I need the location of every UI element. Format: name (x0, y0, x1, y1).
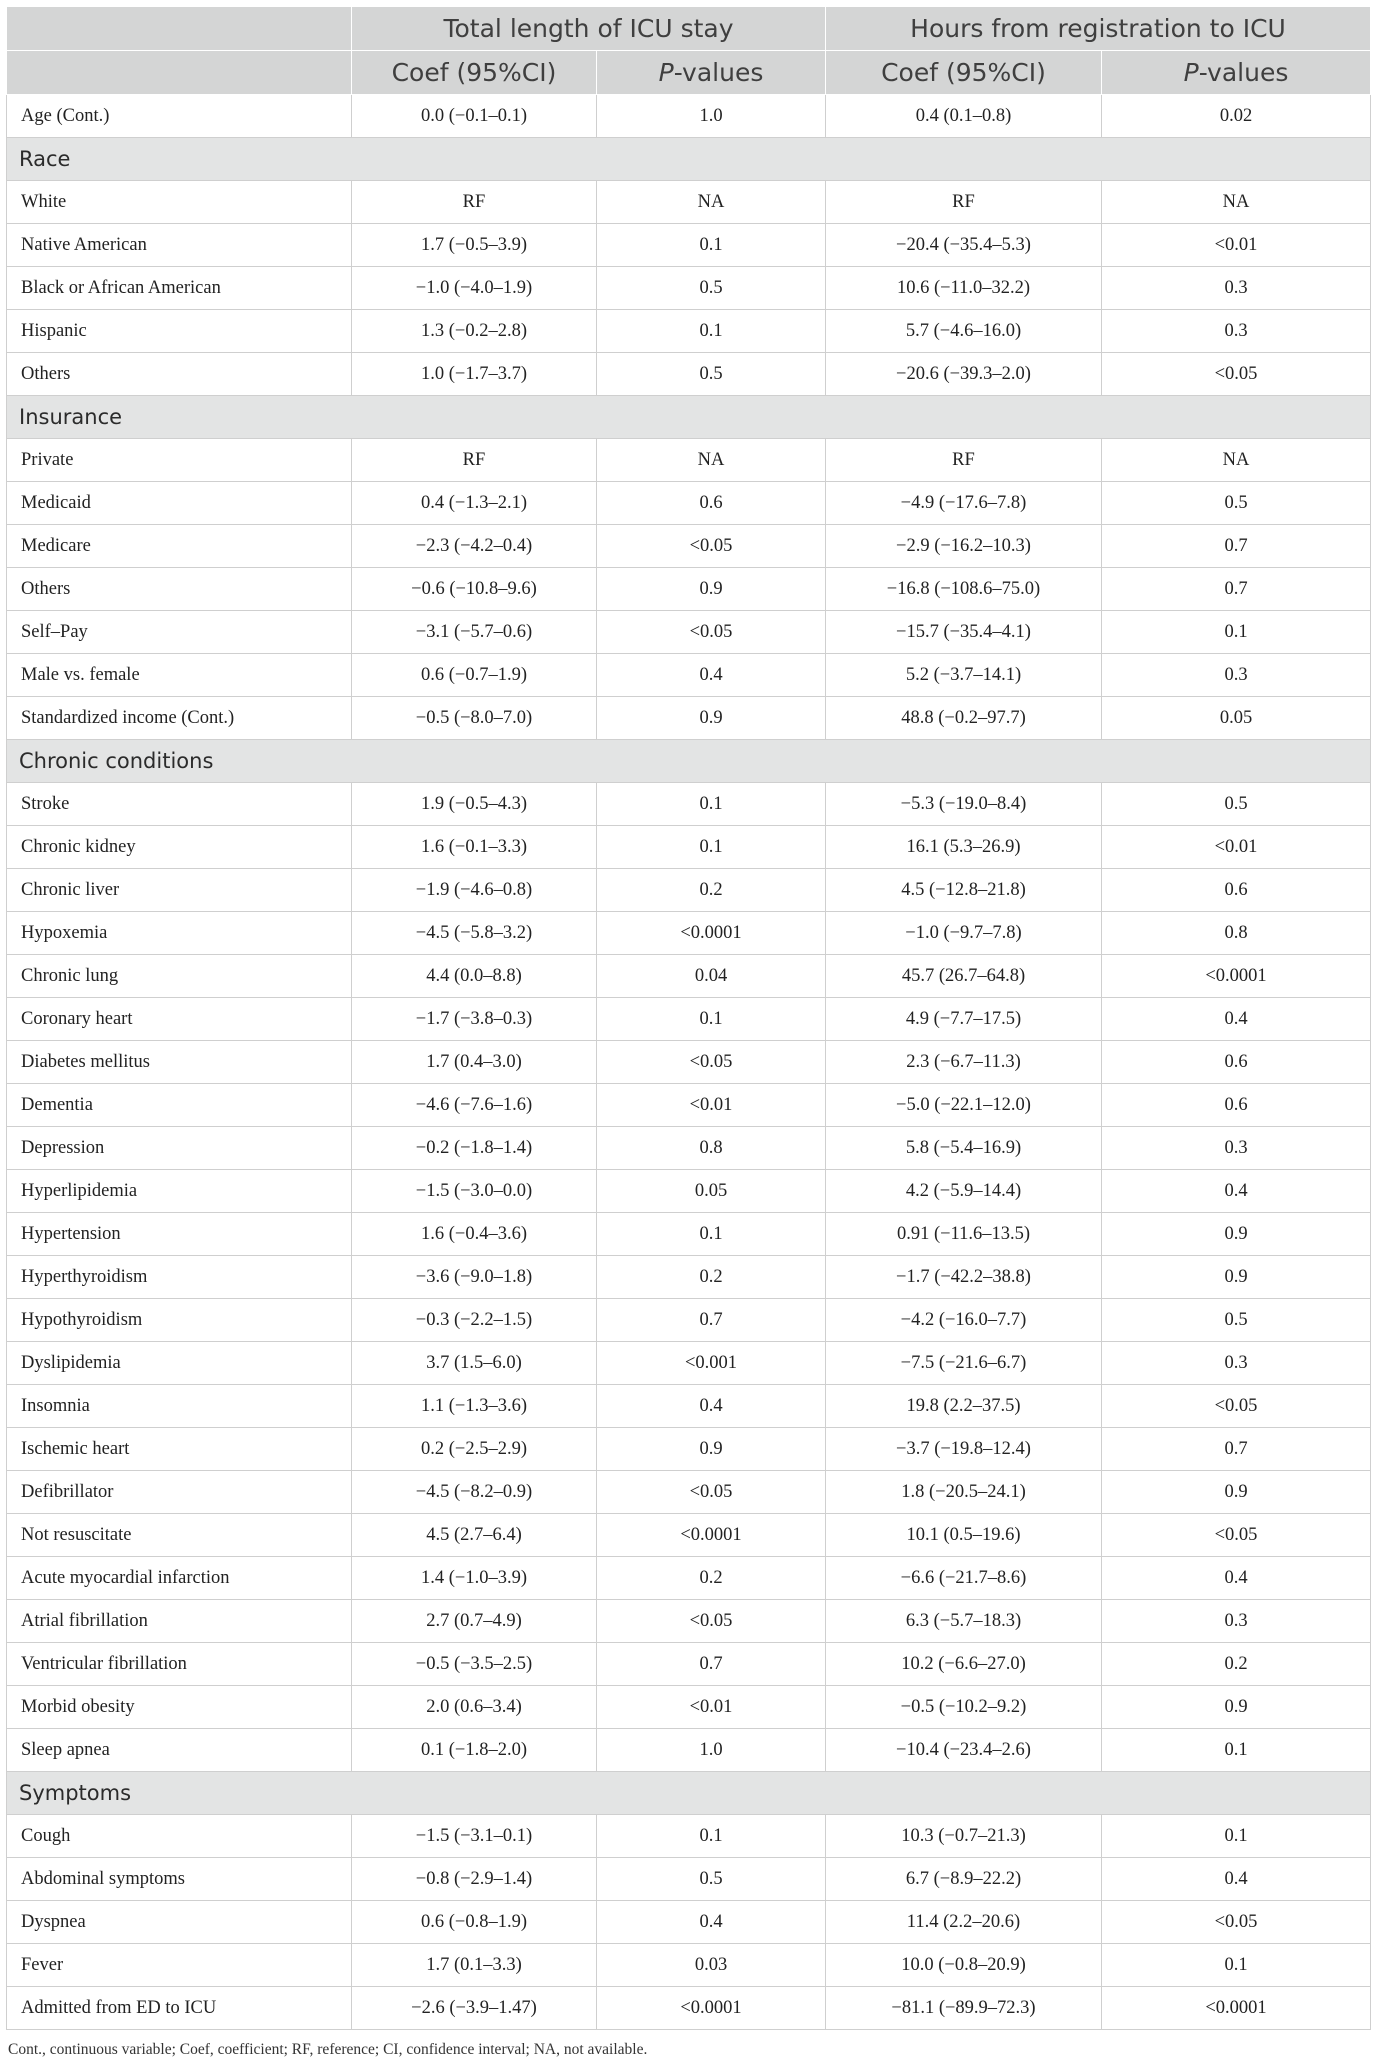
table-row (7, 869, 1371, 912)
hours-to-icu-coef-cell: 19.8 (2.2–37.5) (826, 1385, 1102, 1428)
hours-to-icu-pvalue-cell: 0.9 (1102, 1256, 1371, 1299)
icu-stay-coef-cell: 3.7 (1.5–6.0) (352, 1342, 597, 1385)
hours-to-icu-pvalue-cell: 0.8 (1102, 912, 1371, 955)
icu-stay-pvalue-cell: 0.1 (597, 783, 826, 826)
hours-to-icu-coef-cell: −0.5 (−10.2–9.2) (826, 1686, 1102, 1729)
table-row (7, 1557, 1371, 1600)
icu-stay-coef-cell: −1.5 (−3.1–0.1) (352, 1815, 597, 1858)
icu-stay-coef-cell: 1.4 (−1.0–3.9) (352, 1557, 597, 1600)
row-label: White (7, 181, 352, 224)
icu-stay-coef-cell: 1.3 (−0.2–2.8) (352, 310, 597, 353)
row-label: Chronic kidney (7, 826, 352, 869)
table-row (7, 95, 1371, 138)
table-row (7, 697, 1371, 740)
header-group-icu-stay: Total length of ICU stay (352, 7, 826, 51)
table-row (7, 310, 1371, 353)
hours-to-icu-pvalue-cell: 0.6 (1102, 1041, 1371, 1084)
icu-stay-coef-cell: 0.6 (−0.7–1.9) (352, 654, 597, 697)
subheader-blank-cell (7, 51, 352, 95)
icu-stay-coef-cell: 1.0 (−1.7–3.7) (352, 353, 597, 396)
icu-stay-coef-cell: 1.9 (−0.5–4.3) (352, 783, 597, 826)
hours-to-icu-pvalue-cell: 0.1 (1102, 1729, 1371, 1772)
table-row (7, 1600, 1371, 1643)
table-row (7, 1213, 1371, 1256)
hours-to-icu-coef-cell: 10.0 (−0.8–20.9) (826, 1944, 1102, 1987)
group-header-row (7, 7, 1371, 51)
icu-stay-pvalue-cell: 0.8 (597, 1127, 826, 1170)
icu-stay-coef-cell: 1.7 (0.1–3.3) (352, 1944, 597, 1987)
section-label: Race (7, 138, 1371, 181)
row-label: Private (7, 439, 352, 482)
hours-to-icu-pvalue-cell: 0.5 (1102, 1299, 1371, 1342)
table-row (7, 1127, 1371, 1170)
row-label: Abdominal symptoms (7, 1858, 352, 1901)
hours-to-icu-coef-cell: −5.0 (−22.1–12.0) (826, 1084, 1102, 1127)
table-row (7, 1041, 1371, 1084)
hours-to-icu-pvalue-cell: 0.5 (1102, 783, 1371, 826)
icu-stay-coef-cell: −0.2 (−1.8–1.4) (352, 1127, 597, 1170)
table-row (7, 439, 1371, 482)
hours-to-icu-pvalue-cell: 0.4 (1102, 998, 1371, 1041)
icu-stay-pvalue-cell: <0.001 (597, 1342, 826, 1385)
icu-stay-coef-cell: −0.6 (−10.8–9.6) (352, 568, 597, 611)
hours-to-icu-pvalue-cell: NA (1102, 439, 1371, 482)
hours-to-icu-coef-cell: 4.5 (−12.8–21.8) (826, 869, 1102, 912)
table-row (7, 654, 1371, 697)
table-row (7, 1729, 1371, 1772)
table-row (7, 1686, 1371, 1729)
row-label: Others (7, 353, 352, 396)
icu-stay-pvalue-cell: <0.05 (597, 1600, 826, 1643)
icu-stay-pvalue-cell: 0.7 (597, 1299, 826, 1342)
icu-stay-coef-cell: 1.1 (−1.3–3.6) (352, 1385, 597, 1428)
icu-stay-pvalue-cell: 0.4 (597, 1901, 826, 1944)
icu-stay-coef-cell: 4.4 (0.0–8.8) (352, 955, 597, 998)
subheader-coef-2: Coef (95%CI) (826, 51, 1102, 95)
icu-stay-pvalue-cell: 0.4 (597, 1385, 826, 1428)
icu-stay-coef-cell: −4.5 (−5.8–3.2) (352, 912, 597, 955)
icu-stay-pvalue-cell: 0.7 (597, 1643, 826, 1686)
regression-table-container (6, 6, 1370, 2030)
hours-to-icu-coef-cell: RF (826, 439, 1102, 482)
p-rest: -values (1198, 58, 1289, 87)
table-row (7, 611, 1371, 654)
icu-stay-coef-cell: −3.1 (−5.7–0.6) (352, 611, 597, 654)
icu-stay-coef-cell: RF (352, 181, 597, 224)
icu-stay-pvalue-cell: <0.0001 (597, 1987, 826, 2030)
hours-to-icu-coef-cell: RF (826, 181, 1102, 224)
table-row (7, 955, 1371, 998)
hours-to-icu-pvalue-cell: 0.9 (1102, 1686, 1371, 1729)
icu-stay-coef-cell: 1.7 (0.4–3.0) (352, 1041, 597, 1084)
icu-stay-pvalue-cell: 0.5 (597, 267, 826, 310)
table-row (7, 1858, 1371, 1901)
hours-to-icu-pvalue-cell: 0.9 (1102, 1213, 1371, 1256)
row-label: Cough (7, 1815, 352, 1858)
row-label: Self–Pay (7, 611, 352, 654)
icu-stay-pvalue-cell: <0.05 (597, 611, 826, 654)
hours-to-icu-coef-cell: −81.1 (−89.9–72.3) (826, 1987, 1102, 2030)
icu-stay-pvalue-cell: <0.0001 (597, 1514, 826, 1557)
hours-to-icu-coef-cell: −4.2 (−16.0–7.7) (826, 1299, 1102, 1342)
icu-stay-pvalue-cell: 0.1 (597, 1213, 826, 1256)
subheader-pvalues-2 (1102, 51, 1371, 95)
hours-to-icu-pvalue-cell: <0.05 (1102, 1514, 1371, 1557)
table-row (7, 783, 1371, 826)
table-row (7, 525, 1371, 568)
hours-to-icu-coef-cell: 4.9 (−7.7–17.5) (826, 998, 1102, 1041)
icu-stay-coef-cell: −0.3 (−2.2–1.5) (352, 1299, 597, 1342)
icu-stay-coef-cell: 0.4 (−1.3–2.1) (352, 482, 597, 525)
header-group-hours-to-icu: Hours from registration to ICU (826, 7, 1371, 51)
icu-stay-pvalue-cell: 0.6 (597, 482, 826, 525)
hours-to-icu-pvalue-cell: 0.1 (1102, 611, 1371, 654)
icu-stay-coef-cell: −2.6 (−3.9–1.47) (352, 1987, 597, 2030)
icu-stay-pvalue-cell: 0.05 (597, 1170, 826, 1213)
icu-stay-pvalue-cell: 0.9 (597, 568, 826, 611)
hours-to-icu-coef-cell: 2.3 (−6.7–11.3) (826, 1041, 1102, 1084)
row-label: Diabetes mellitus (7, 1041, 352, 1084)
header-blank-cell (7, 7, 352, 51)
table-row (7, 1385, 1371, 1428)
hours-to-icu-pvalue-cell: 0.3 (1102, 1127, 1371, 1170)
row-label: Age (Cont.) (7, 95, 352, 138)
row-label: Native American (7, 224, 352, 267)
hours-to-icu-pvalue-cell: NA (1102, 181, 1371, 224)
hours-to-icu-pvalue-cell: <0.0001 (1102, 955, 1371, 998)
icu-stay-coef-cell: −2.3 (−4.2–0.4) (352, 525, 597, 568)
table-row (7, 1299, 1371, 1342)
table-body (7, 95, 1371, 2030)
row-label: Hispanic (7, 310, 352, 353)
regression-table (6, 6, 1371, 2030)
icu-stay-pvalue-cell: 1.0 (597, 1729, 826, 1772)
table-row (7, 1428, 1371, 1471)
icu-stay-pvalue-cell: 0.1 (597, 224, 826, 267)
section-header-row (7, 1772, 1371, 1815)
hours-to-icu-coef-cell: −10.4 (−23.4–2.6) (826, 1729, 1102, 1772)
icu-stay-pvalue-cell: <0.01 (597, 1084, 826, 1127)
table-row (7, 181, 1371, 224)
icu-stay-coef-cell: −1.5 (−3.0–0.0) (352, 1170, 597, 1213)
table-row (7, 1514, 1371, 1557)
row-label: Coronary heart (7, 998, 352, 1041)
icu-stay-coef-cell: RF (352, 439, 597, 482)
table-row (7, 1901, 1371, 1944)
icu-stay-pvalue-cell: 0.1 (597, 998, 826, 1041)
table-row (7, 224, 1371, 267)
hours-to-icu-coef-cell: −2.9 (−16.2–10.3) (826, 525, 1102, 568)
hours-to-icu-pvalue-cell: <0.05 (1102, 1385, 1371, 1428)
table-row (7, 1256, 1371, 1299)
hours-to-icu-coef-cell: 5.7 (−4.6–16.0) (826, 310, 1102, 353)
hours-to-icu-coef-cell: −1.7 (−42.2–38.8) (826, 1256, 1102, 1299)
icu-stay-coef-cell: 0.2 (−2.5–2.9) (352, 1428, 597, 1471)
hours-to-icu-pvalue-cell: 0.4 (1102, 1858, 1371, 1901)
icu-stay-pvalue-cell: <0.01 (597, 1686, 826, 1729)
hours-to-icu-pvalue-cell: 0.3 (1102, 654, 1371, 697)
row-label: Admitted from ED to ICU (7, 1987, 352, 2030)
row-label: Dyslipidemia (7, 1342, 352, 1385)
hours-to-icu-pvalue-cell: <0.01 (1102, 224, 1371, 267)
icu-stay-pvalue-cell: <0.0001 (597, 912, 826, 955)
icu-stay-coef-cell: 1.7 (−0.5–3.9) (352, 224, 597, 267)
table-row (7, 267, 1371, 310)
icu-stay-pvalue-cell: 0.5 (597, 353, 826, 396)
hours-to-icu-coef-cell: −7.5 (−21.6–6.7) (826, 1342, 1102, 1385)
icu-stay-coef-cell: −0.8 (−2.9–1.4) (352, 1858, 597, 1901)
hours-to-icu-coef-cell: 0.91 (−11.6–13.5) (826, 1213, 1102, 1256)
hours-to-icu-pvalue-cell: 0.3 (1102, 1342, 1371, 1385)
hours-to-icu-pvalue-cell: <0.05 (1102, 353, 1371, 396)
icu-stay-coef-cell: 2.7 (0.7–4.9) (352, 1600, 597, 1643)
row-label: Sleep apnea (7, 1729, 352, 1772)
icu-stay-coef-cell: 1.6 (−0.4–3.6) (352, 1213, 597, 1256)
icu-stay-pvalue-cell: <0.05 (597, 525, 826, 568)
row-label: Hyperlipidemia (7, 1170, 352, 1213)
table-row (7, 1084, 1371, 1127)
hours-to-icu-coef-cell: 6.3 (−5.7–18.3) (826, 1600, 1102, 1643)
icu-stay-coef-cell: 0.1 (−1.8–2.0) (352, 1729, 597, 1772)
icu-stay-coef-cell: 0.0 (−0.1–0.1) (352, 95, 597, 138)
row-label: Dementia (7, 1084, 352, 1127)
section-header-row (7, 740, 1371, 783)
icu-stay-pvalue-cell: <0.05 (597, 1041, 826, 1084)
icu-stay-coef-cell: −4.6 (−7.6–1.6) (352, 1084, 597, 1127)
row-label: Fever (7, 1944, 352, 1987)
section-label: Chronic conditions (7, 740, 1371, 783)
hours-to-icu-pvalue-cell: 0.1 (1102, 1815, 1371, 1858)
hours-to-icu-pvalue-cell: <0.05 (1102, 1901, 1371, 1944)
hours-to-icu-coef-cell: −4.9 (−17.6–7.8) (826, 482, 1102, 525)
row-label: Ischemic heart (7, 1428, 352, 1471)
icu-stay-pvalue-cell: NA (597, 439, 826, 482)
hours-to-icu-pvalue-cell: 0.4 (1102, 1557, 1371, 1600)
hours-to-icu-pvalue-cell: 0.6 (1102, 1084, 1371, 1127)
hours-to-icu-coef-cell: −1.0 (−9.7–7.8) (826, 912, 1102, 955)
hours-to-icu-coef-cell: 16.1 (5.3–26.9) (826, 826, 1102, 869)
table-row (7, 353, 1371, 396)
icu-stay-pvalue-cell: 0.2 (597, 1557, 826, 1600)
icu-stay-pvalue-cell: 0.1 (597, 826, 826, 869)
row-label: Defibrillator (7, 1471, 352, 1514)
hours-to-icu-coef-cell: −20.6 (−39.3–2.0) (826, 353, 1102, 396)
hours-to-icu-pvalue-cell: 0.4 (1102, 1170, 1371, 1213)
icu-stay-pvalue-cell: 1.0 (597, 95, 826, 138)
hours-to-icu-pvalue-cell: 0.9 (1102, 1471, 1371, 1514)
row-label: Depression (7, 1127, 352, 1170)
hours-to-icu-pvalue-cell: 0.7 (1102, 525, 1371, 568)
icu-stay-pvalue-cell: 0.03 (597, 1944, 826, 1987)
hours-to-icu-coef-cell: 48.8 (−0.2–97.7) (826, 697, 1102, 740)
hours-to-icu-pvalue-cell: 0.02 (1102, 95, 1371, 138)
icu-stay-coef-cell: −1.7 (−3.8–0.3) (352, 998, 597, 1041)
hours-to-icu-coef-cell: −3.7 (−19.8–12.4) (826, 1428, 1102, 1471)
icu-stay-pvalue-cell: 0.5 (597, 1858, 826, 1901)
hours-to-icu-coef-cell: 1.8 (−20.5–24.1) (826, 1471, 1102, 1514)
hours-to-icu-coef-cell: 4.2 (−5.9–14.4) (826, 1170, 1102, 1213)
table-row (7, 912, 1371, 955)
hours-to-icu-coef-cell: −6.6 (−21.7–8.6) (826, 1557, 1102, 1600)
row-label: Black or African American (7, 267, 352, 310)
table-row (7, 998, 1371, 1041)
table-row (7, 1815, 1371, 1858)
row-label: Chronic liver (7, 869, 352, 912)
hours-to-icu-coef-cell: 45.7 (26.7–64.8) (826, 955, 1102, 998)
table-row (7, 1471, 1371, 1514)
hours-to-icu-coef-cell: 6.7 (−8.9–22.2) (826, 1858, 1102, 1901)
icu-stay-pvalue-cell: NA (597, 181, 826, 224)
hours-to-icu-coef-cell: 11.4 (2.2–20.6) (826, 1901, 1102, 1944)
table-row (7, 1170, 1371, 1213)
row-label: Male vs. female (7, 654, 352, 697)
icu-stay-coef-cell: −1.0 (−4.0–1.9) (352, 267, 597, 310)
table-row (7, 568, 1371, 611)
icu-stay-pvalue-cell: 0.4 (597, 654, 826, 697)
hours-to-icu-coef-cell: 10.2 (−6.6–27.0) (826, 1643, 1102, 1686)
hours-to-icu-pvalue-cell: 0.3 (1102, 310, 1371, 353)
icu-stay-pvalue-cell: 0.1 (597, 1815, 826, 1858)
p-italic: P (1183, 58, 1199, 87)
row-label: Others (7, 568, 352, 611)
table-row (7, 482, 1371, 525)
table-row (7, 1944, 1371, 1987)
row-label: Medicare (7, 525, 352, 568)
hours-to-icu-pvalue-cell: 0.7 (1102, 1428, 1371, 1471)
icu-stay-coef-cell: −3.6 (−9.0–1.8) (352, 1256, 597, 1299)
row-label: Hypertension (7, 1213, 352, 1256)
icu-stay-pvalue-cell: 0.1 (597, 310, 826, 353)
row-label: Stroke (7, 783, 352, 826)
hours-to-icu-coef-cell: −5.3 (−19.0–8.4) (826, 783, 1102, 826)
hours-to-icu-pvalue-cell: 0.7 (1102, 568, 1371, 611)
section-header-row (7, 396, 1371, 439)
p-rest: -values (673, 58, 764, 87)
row-label: Acute myocardial infarction (7, 1557, 352, 1600)
icu-stay-coef-cell: −1.9 (−4.6–0.8) (352, 869, 597, 912)
hours-to-icu-pvalue-cell: 0.6 (1102, 869, 1371, 912)
section-label: Symptoms (7, 1772, 1371, 1815)
hours-to-icu-pvalue-cell: 0.5 (1102, 482, 1371, 525)
row-label: Hyperthyroidism (7, 1256, 352, 1299)
icu-stay-pvalue-cell: 0.2 (597, 1256, 826, 1299)
hours-to-icu-coef-cell: −15.7 (−35.4–4.1) (826, 611, 1102, 654)
icu-stay-coef-cell: 4.5 (2.7–6.4) (352, 1514, 597, 1557)
section-label: Insurance (7, 396, 1371, 439)
hours-to-icu-coef-cell: 5.2 (−3.7–14.1) (826, 654, 1102, 697)
table-footnote: Cont., continuous variable; Coef, coefficient; RF, reference; CI, confidence interval; NA, not available. (8, 2041, 648, 2058)
icu-stay-pvalue-cell: 0.04 (597, 955, 826, 998)
hours-to-icu-coef-cell: 10.3 (−0.7–21.3) (826, 1815, 1102, 1858)
icu-stay-pvalue-cell: 0.2 (597, 869, 826, 912)
icu-stay-pvalue-cell: <0.05 (597, 1471, 826, 1514)
subheader-row (7, 51, 1371, 95)
hours-to-icu-coef-cell: 5.8 (−5.4–16.9) (826, 1127, 1102, 1170)
hours-to-icu-pvalue-cell: 0.1 (1102, 1944, 1371, 1987)
icu-stay-coef-cell: −0.5 (−8.0–7.0) (352, 697, 597, 740)
row-label: Hypothyroidism (7, 1299, 352, 1342)
hours-to-icu-pvalue-cell: 0.05 (1102, 697, 1371, 740)
row-label: Not resuscitate (7, 1514, 352, 1557)
row-label: Medicaid (7, 482, 352, 525)
hours-to-icu-coef-cell: 10.1 (0.5–19.6) (826, 1514, 1102, 1557)
icu-stay-pvalue-cell: 0.9 (597, 697, 826, 740)
hours-to-icu-pvalue-cell: <0.01 (1102, 826, 1371, 869)
row-label: Insomnia (7, 1385, 352, 1428)
row-label: Chronic lung (7, 955, 352, 998)
row-label: Atrial fibrillation (7, 1600, 352, 1643)
hours-to-icu-pvalue-cell: 0.3 (1102, 1600, 1371, 1643)
row-label: Dyspnea (7, 1901, 352, 1944)
table-row (7, 1643, 1371, 1686)
table-row (7, 826, 1371, 869)
table-row (7, 1987, 1371, 2030)
icu-stay-coef-cell: −4.5 (−8.2–0.9) (352, 1471, 597, 1514)
icu-stay-pvalue-cell: 0.9 (597, 1428, 826, 1471)
row-label: Morbid obesity (7, 1686, 352, 1729)
table-row (7, 1342, 1371, 1385)
hours-to-icu-coef-cell: −20.4 (−35.4–5.3) (826, 224, 1102, 267)
hours-to-icu-coef-cell: 10.6 (−11.0–32.2) (826, 267, 1102, 310)
subheader-coef-1: Coef (95%CI) (352, 51, 597, 95)
p-italic: P (658, 58, 674, 87)
hours-to-icu-coef-cell: −16.8 (−108.6–75.0) (826, 568, 1102, 611)
icu-stay-coef-cell: 0.6 (−0.8–1.9) (352, 1901, 597, 1944)
icu-stay-coef-cell: 1.6 (−0.1–3.3) (352, 826, 597, 869)
row-label: Ventricular fibrillation (7, 1643, 352, 1686)
row-label: Hypoxemia (7, 912, 352, 955)
section-header-row (7, 138, 1371, 181)
icu-stay-coef-cell: −0.5 (−3.5–2.5) (352, 1643, 597, 1686)
hours-to-icu-pvalue-cell: <0.0001 (1102, 1987, 1371, 2030)
row-label: Standardized income (Cont.) (7, 697, 352, 740)
hours-to-icu-coef-cell: 0.4 (0.1–0.8) (826, 95, 1102, 138)
icu-stay-coef-cell: 2.0 (0.6–3.4) (352, 1686, 597, 1729)
subheader-pvalues-1 (597, 51, 826, 95)
hours-to-icu-pvalue-cell: 0.3 (1102, 267, 1371, 310)
hours-to-icu-pvalue-cell: 0.2 (1102, 1643, 1371, 1686)
